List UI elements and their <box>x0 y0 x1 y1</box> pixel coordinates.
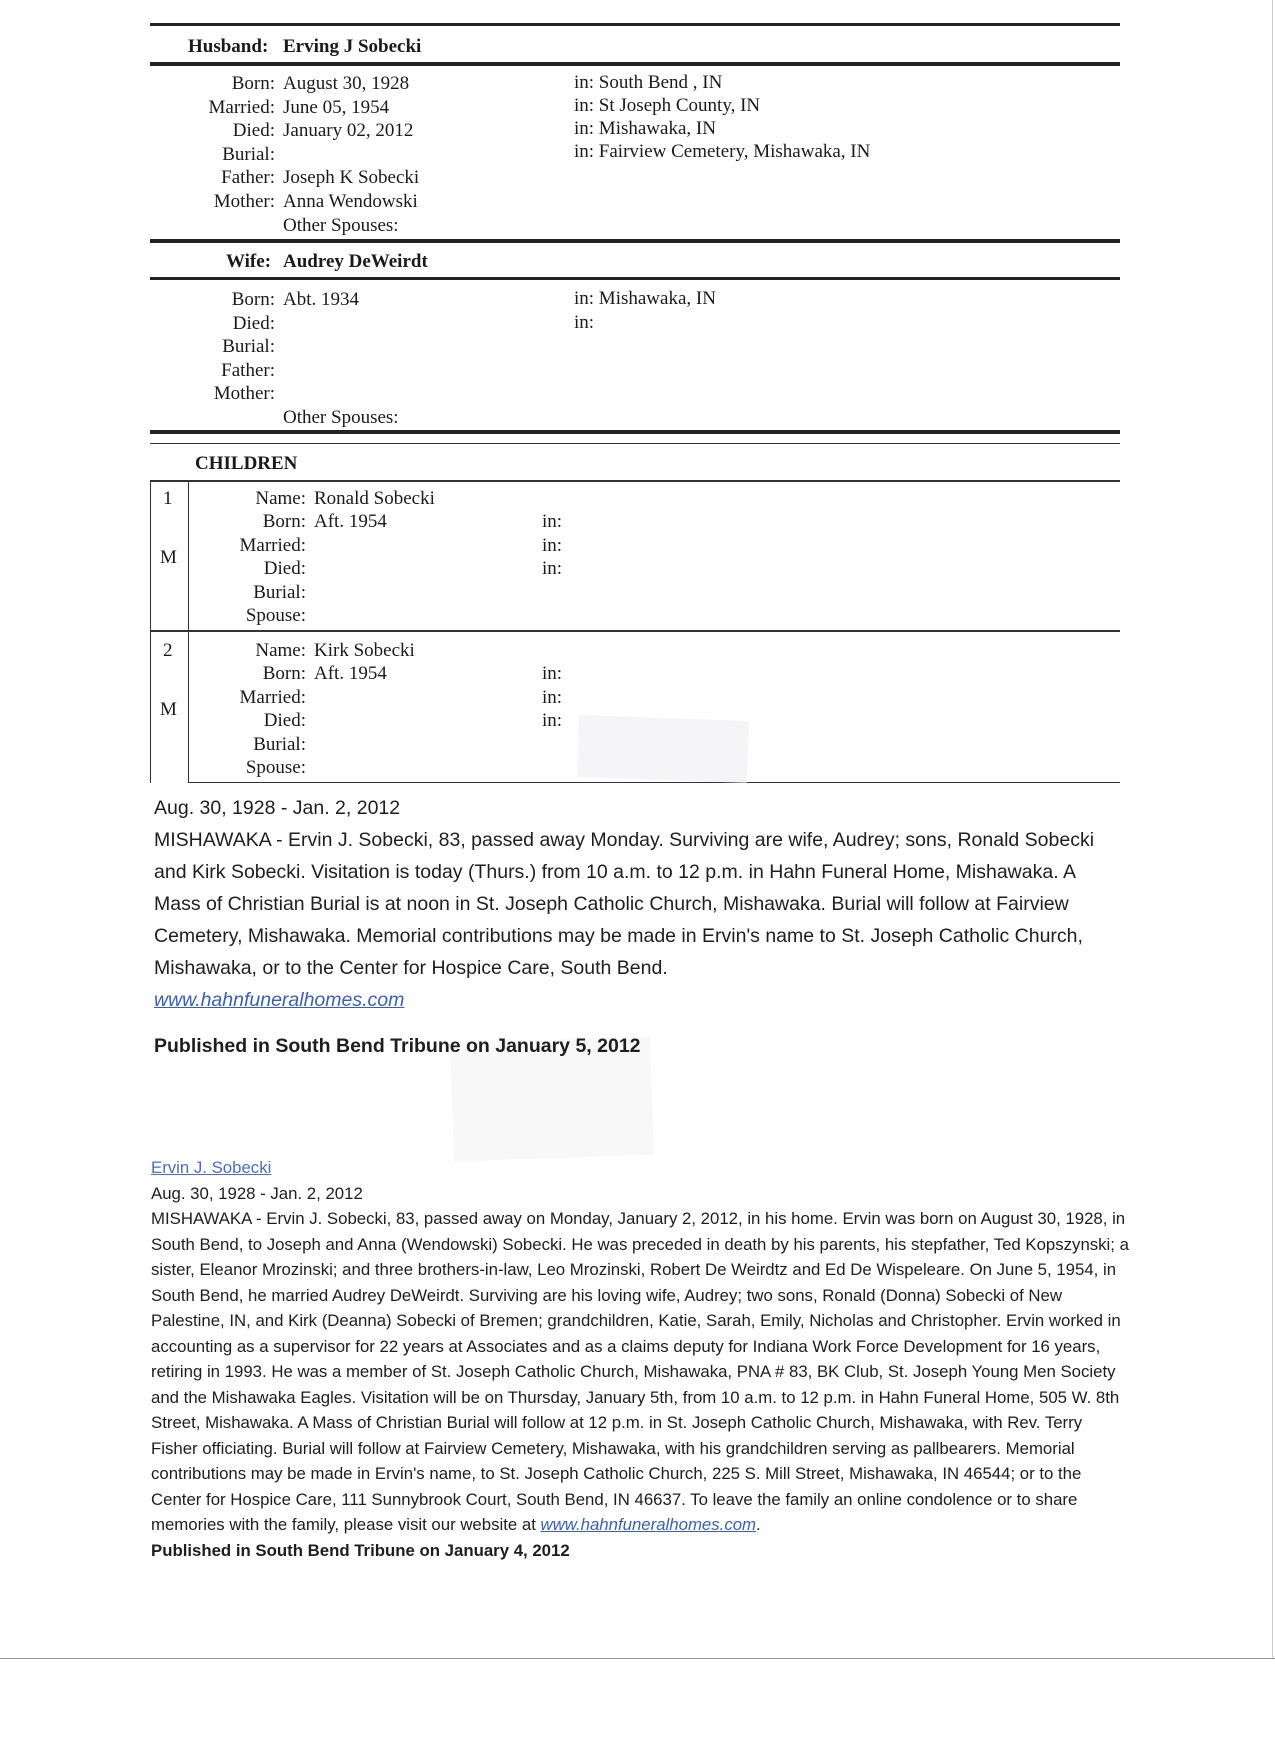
obituary-long-link-suffix: . <box>756 1515 761 1534</box>
obituary-short-dates: Aug. 30, 1928 - Jan. 2, 2012 <box>154 797 401 819</box>
obituary-long-dates: Aug. 30, 1928 - Jan. 2, 2012 <box>151 1183 363 1203</box>
child-1-name: Ronald Sobecki <box>314 488 435 509</box>
wife-born-label: Born: <box>231 289 275 310</box>
child-2-name-label: Name: <box>255 640 306 661</box>
husband-father: Joseph K Sobecki <box>283 167 420 188</box>
child-2-born: Aft. 1954 <box>314 663 387 684</box>
husband-father-label: Father: <box>221 167 275 188</box>
wife-died-label: Died: <box>232 313 275 334</box>
scan-edge <box>0 1658 1275 1659</box>
child-2-spouse-label: Spouse: <box>245 757 306 778</box>
child-2-born-place: in: <box>542 663 563 684</box>
wife-header-label: Wife: <box>226 251 272 272</box>
wife-mother-label: Mother: <box>213 383 275 404</box>
children-header-rule <box>150 480 1120 482</box>
husband-other-spouses-label: Other Spouses: <box>283 215 399 236</box>
child-1-burial-label: Burial: <box>253 582 306 603</box>
tape-mark <box>577 715 749 783</box>
child-1-died-place: in: <box>542 558 563 579</box>
husband-burial-place: in: Fairview Cemetery, Mishawaka, IN <box>574 141 871 162</box>
obituary-short <box>154 792 1114 1062</box>
obituary-long-paragraph <box>151 1206 1131 1538</box>
wife-name: Audrey DeWeirdt <box>283 251 428 272</box>
children-top-rule-thin <box>150 443 1120 444</box>
obituary-short-body: MISHAWAKA - Ervin J. Sobecki, 83, passed away Monday. Surviving are wife, Audrey; sons, Ronald Sobecki and Kirk Sobecki. Visitation is today (Thurs.) from 10 a.m. to 12 p.m. in Hahn Funeral Home, Mishawaka. A Mass of Christian Burial is at noon in St. Joseph Catholic Church, Mishawaka. Burial will follow at Fairview Cemetery, Mishawaka. Memorial contributions may be made in Ervin's name to St. Joseph Catholic Church, Mishawaka, or to the Center for Hospice Care, South Bend. <box>154 829 1095 979</box>
children-header: CHILDREN <box>195 453 298 474</box>
child-2-sex: M <box>160 699 177 720</box>
husband-born: August 30, 1928 <box>283 73 410 94</box>
child-2-died-label: Died: <box>263 710 306 731</box>
child-1-born-place: in: <box>542 511 563 532</box>
husband-married-place: in: St Joseph County, IN <box>574 95 761 116</box>
child-1-name-label: Name: <box>255 488 306 509</box>
child-2-born-label: Born: <box>262 663 306 684</box>
child-separator <box>150 630 1120 632</box>
child-1-died-label: Died: <box>263 558 306 579</box>
husband-mother-label: Mother: <box>213 191 275 212</box>
wife-born: Abt. 1934 <box>283 289 359 310</box>
wife-top-rule <box>150 239 1120 243</box>
child-1-married-place: in: <box>542 535 563 556</box>
obituary-long-title-link[interactable]: Ervin J. Sobecki <box>151 1158 272 1177</box>
wife-born-place: in: Mishawaka, IN <box>574 288 716 309</box>
child-2-died-place: in: <box>542 710 563 731</box>
child-1-married-label: Married: <box>239 535 306 556</box>
obituary-short-link[interactable]: www.hahnfuneralhomes.com <box>154 989 405 1011</box>
children-box-divider <box>188 481 189 783</box>
child-1-born: Aft. 1954 <box>314 511 387 532</box>
husband-header-label: Husband: <box>188 36 269 57</box>
child-2-name: Kirk Sobecki <box>314 640 415 661</box>
wife-burial-label: Burial: <box>222 336 275 357</box>
obituary-long-published: Published in South Bend Tribune on January 4, 2012 <box>151 1540 570 1560</box>
obituary-long-link[interactable]: www.hahnfuneralhomes.com <box>540 1515 757 1534</box>
husband-mother: Anna Wendowski <box>283 191 418 212</box>
children-top-rule <box>150 430 1120 434</box>
child-1-spouse-label: Spouse: <box>245 605 306 626</box>
wife-rule <box>150 277 1120 280</box>
husband-rule <box>150 62 1120 66</box>
obituary-short-published: Published in South Bend Tribune on January 5, 2012 <box>154 1035 641 1057</box>
husband-married: June 05, 1954 <box>283 97 390 118</box>
child-1-sex: M <box>160 547 177 568</box>
wife-other-spouses-label: Other Spouses: <box>283 407 399 428</box>
child-2-married-label: Married: <box>239 687 306 708</box>
child-1-number: 1 <box>163 488 173 509</box>
child-2-married-place: in: <box>542 687 563 708</box>
children-box-left <box>150 481 151 783</box>
wife-father-label: Father: <box>221 360 275 381</box>
husband-died-place: in: Mishawaka, IN <box>574 118 716 139</box>
child-2-burial-label: Burial: <box>253 734 306 755</box>
husband-born-label: Born: <box>231 73 275 94</box>
husband-died: January 02, 2012 <box>283 120 414 141</box>
husband-name: Erving J Sobecki <box>283 36 422 57</box>
wife-died-place: in: <box>574 312 595 333</box>
husband-married-label: Married: <box>208 97 275 118</box>
children-bottom-rule <box>188 782 1120 783</box>
child-1-born-label: Born: <box>262 511 306 532</box>
obituary-long-body: MISHAWAKA - Ervin J. Sobecki, 83, passed away on Monday, January 2, 2012, in his home. Ervin was born on August 30, 1928, in South Bend, to Joseph and Anna (Wendowski) Sobecki. He was preceded in death by his parents, his stepfather, Ted Kopszynski; a sister, Eleanor Mrozinski; and three brothers-in-law, Leo Mrozinski, Robert De Weirdtz and Ed De Wispeleare. On June 5, 1954, in South Bend, he married Audrey DeWeirdt. Surviving are his loving wife, Audrey; two sons, Ronald (Donna) Sobecki of New Palestine, IN, and Kirk (Deanna) Sobecki of Bremen; grandchildren, Katie, Sarah, Emily, Nicholas and Christopher. Ervin worked in accounting as a supervisor for 22 years at Associates and as a claims deputy for Indiana Work Force Development for 16 years, retiring in 1993. He was a member of St. Joseph Catholic Church, Mishawaka, PNA # 83, BK Club, St. Joseph Young Men Society and the Mishawaka Eagles. Visitation will be on Thursday, January 5th, from 10 a.m. to 12 p.m. in Hahn Funeral Home, 505 W. 8th Street, Mishawaka. A Mass of Christian Burial will follow at 12 p.m. in St. Joseph Catholic Church, Mishawaka, with Rev. Terry Fisher officiating. Burial will follow at Fairview Cemetery, Mishawaka, with his grandchildren serving as pallbearers. Memorial contributions may be made in Ervin's name, to St. Joseph Catholic Church, 225 S. Mill Street, Mishawaka, IN 46544; or to the Center for Hospice Care, 111 Sunnybrook Court, South Bend, IN 46637. To leave the family an online condolence or to share memories with the family, please visit our website at <box>151 1209 1129 1534</box>
husband-burial-label: Burial: <box>222 144 275 165</box>
husband-born-place: in: South Bend , IN <box>574 72 723 93</box>
obituary-long <box>151 1155 1131 1563</box>
husband-died-label: Died: <box>232 120 275 141</box>
top-rule <box>150 23 1120 26</box>
scan-edge-right <box>1272 0 1273 1658</box>
child-2-number: 2 <box>163 640 173 661</box>
